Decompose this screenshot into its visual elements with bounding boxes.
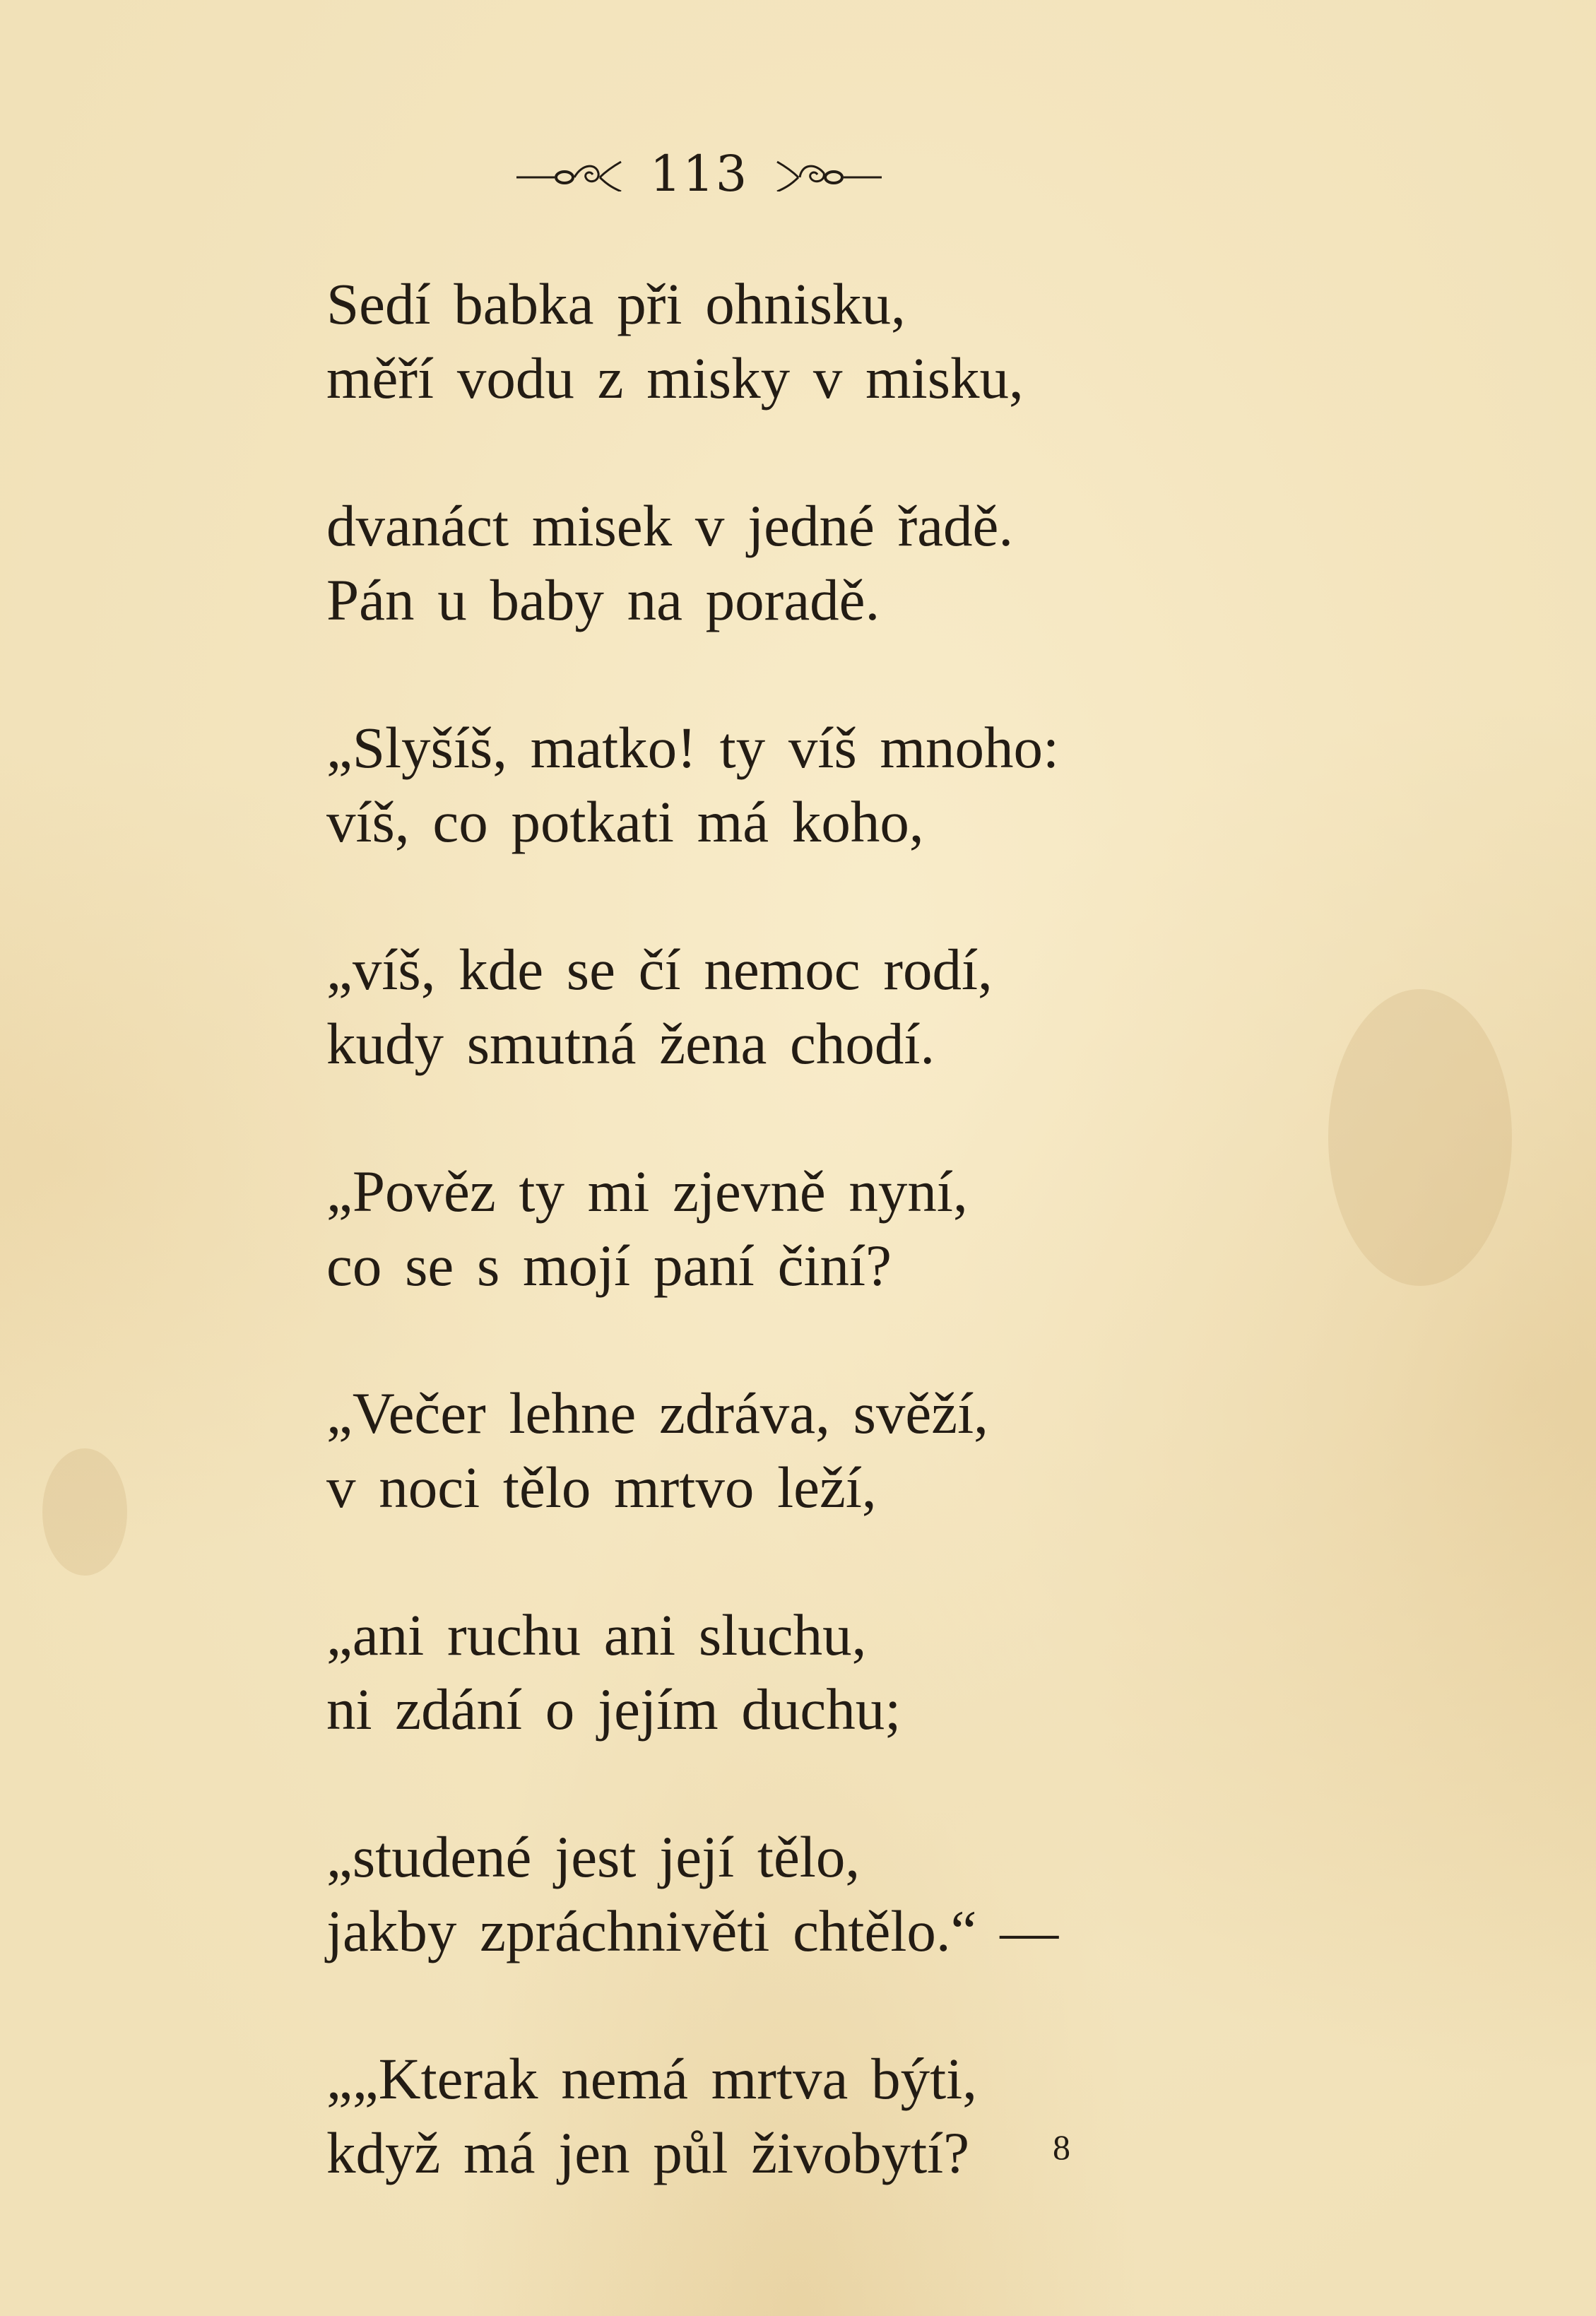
stanza [326, 2042, 1245, 2190]
poem-line: Pán u baby na poradě. [326, 567, 880, 632]
stanza [326, 489, 1245, 637]
poem-line: Sedí babka při ohnisku, [326, 271, 906, 336]
stanza [326, 1598, 1245, 1747]
poem-line: co se s mojí paní činí? [326, 1233, 892, 1298]
poem-line: ni zdání o jejím duchu; [326, 1677, 902, 1742]
paper-stain [1328, 989, 1512, 1286]
poem-line: kudy smutná žena chodí. [326, 1011, 935, 1076]
paper-stain [42, 1448, 127, 1576]
page-number: 113 [649, 145, 749, 203]
stanza [326, 933, 1245, 1081]
poem-line: měří vodu z misky v misku, [326, 345, 1024, 410]
poem-line: v noci tělo mrtvo leží, [326, 1455, 877, 1520]
left-ornament-icon [515, 156, 632, 191]
stanza [326, 267, 1245, 415]
stanza [326, 1154, 1245, 1303]
stanza [326, 1820, 1245, 1968]
poem-line: dvanáct misek v jedné řadě. [326, 493, 1014, 558]
poem-line: „Pověz ty mi zjevně nyní, [326, 1159, 968, 1224]
poem-line: „ani ruchu ani sluchu, [326, 1602, 867, 1667]
poem-body [326, 267, 1245, 2264]
poem-line: jakby zpráchnivěti chtělo.“ — [326, 1898, 1059, 1963]
stanza [326, 711, 1245, 859]
poem-line: „„Kterak nemá mrtva býti, [326, 2046, 977, 2111]
stanza [326, 1376, 1245, 1525]
signature-mark: 8 [1053, 2127, 1070, 2167]
poem-line: „víš, kde se čí nemoc rodí, [326, 937, 993, 1002]
poem-line: „Večer lehne zdráva, svěží, [326, 1381, 988, 1446]
running-header [0, 145, 1596, 203]
poem-line: víš, co potkati má koho, [326, 789, 924, 854]
right-ornament-icon [767, 156, 883, 191]
poem-line: „Slyšíš, matko! ty víš mnoho: [326, 715, 1060, 780]
poem-line: „studené jest její tělo, [326, 1824, 861, 1889]
poem-line: když má jen půl živobytí? [326, 2120, 970, 2185]
